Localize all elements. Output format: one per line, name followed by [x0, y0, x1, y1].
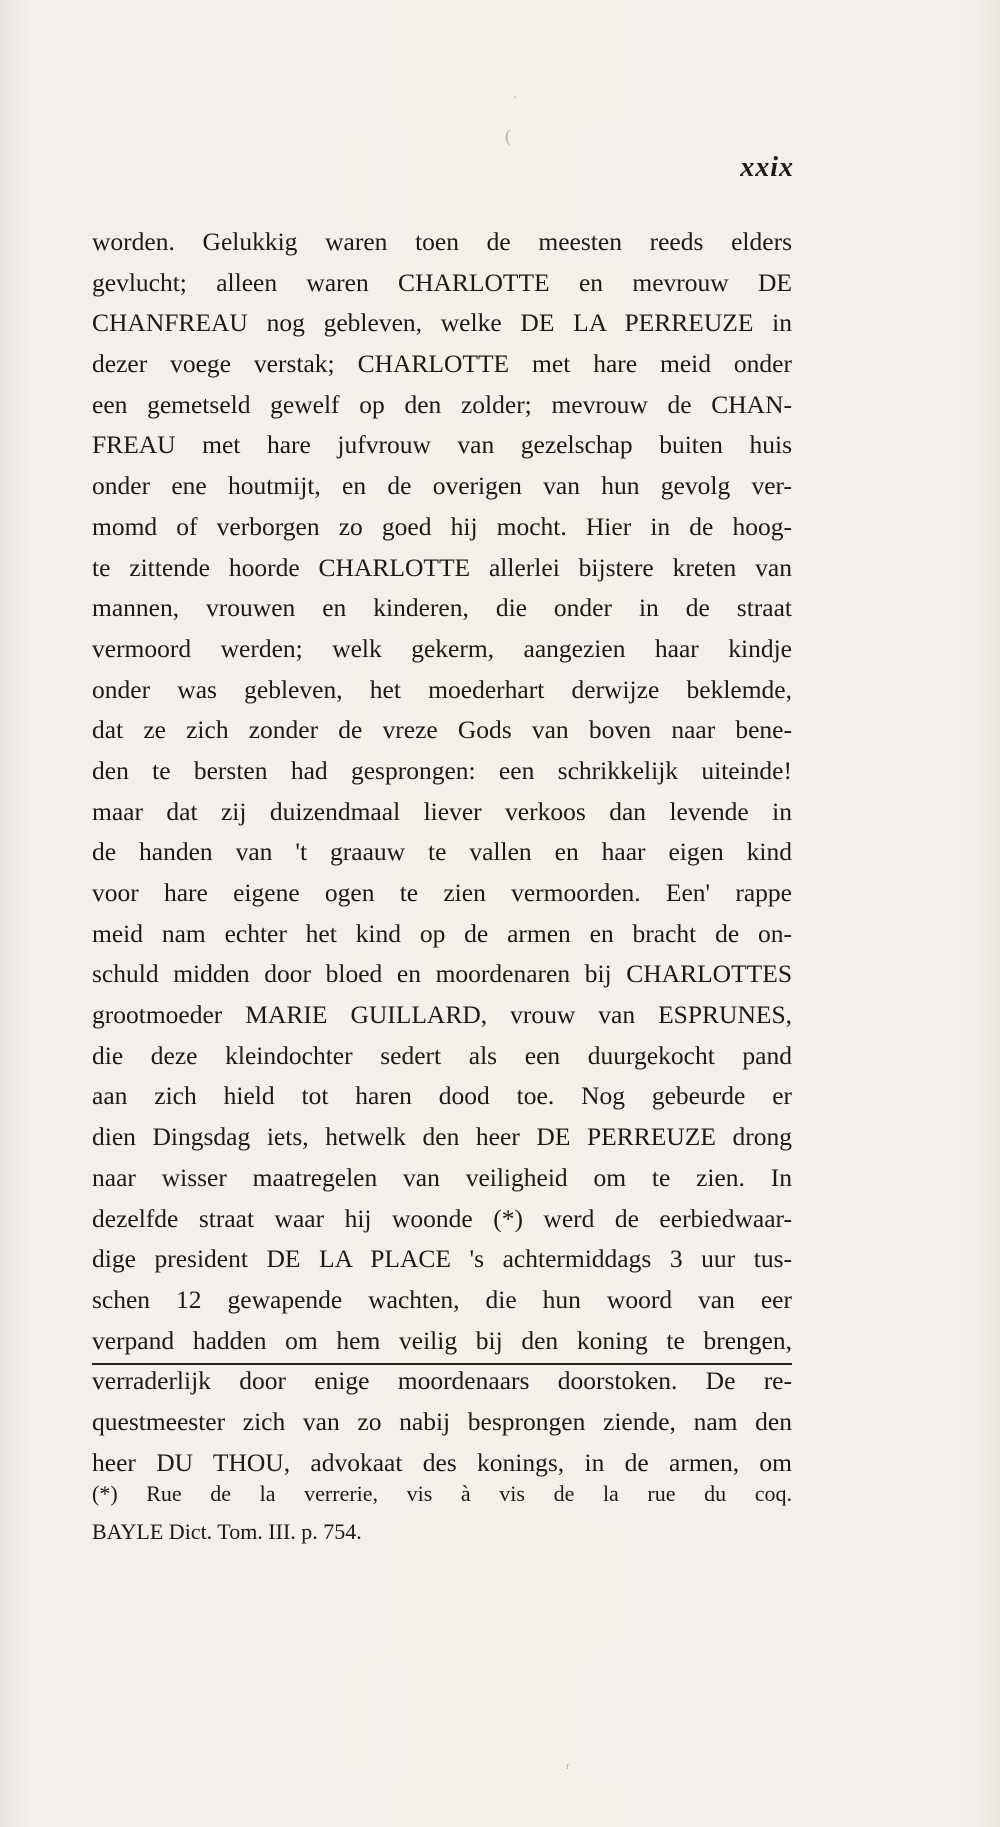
text-line: den te bersten had gesprongen: een schrikkelijk uiteinde!	[92, 755, 792, 785]
text-line: de handen van 't graauw te vallen en haar eigen kind	[92, 837, 792, 867]
text-line: aan zich hield tot haren dood toe. Nog gebeurde er	[92, 1081, 792, 1111]
text-line: onder was gebleven, het moederhart derwijze beklemde,	[92, 674, 792, 704]
text-line: dezelfde straat waar hij woonde (*) werd de eerbiedwaar-	[92, 1203, 792, 1233]
text-line: gevlucht; alleen waren CHARLOTTE en mevrouw DE	[92, 267, 792, 297]
text-line: meid nam echter het kind op de armen en bracht de on-	[92, 918, 792, 948]
text-line: schuld midden door bloed en moordenaren bij CHARLOTTES	[92, 959, 792, 989]
text-line: vermoord werden; welk gekerm, aangezien haar kindje	[92, 633, 792, 663]
text-line: die deze kleindochter sedert als een duurgekocht pand	[92, 1040, 792, 1070]
text-line: dezer voege verstak; CHARLOTTE met hare meid onder	[92, 349, 792, 379]
text-line: dien Dingsdag iets, hetwelk den heer DE PERREUZE drong	[92, 1122, 792, 1152]
text-line: verraderlijk door enige moordenaars doorstoken. De re-	[92, 1366, 792, 1396]
text-line: FREAU met hare jufvrouw van gezelschap buiten huis	[92, 430, 792, 460]
text-line: te zittende hoorde CHARLOTTE allerlei bijstere kreten van	[92, 552, 792, 582]
paper-speck: (	[505, 126, 511, 146]
text-line: dige president DE LA PLACE 's achtermiddags 3 uur tus-	[92, 1244, 792, 1274]
page-number: xxix	[740, 152, 794, 183]
body-text	[92, 222, 792, 1483]
footnotes	[92, 1475, 792, 1551]
text-line: CHANFREAU nog gebleven, welke DE LA PERREUZE in	[92, 308, 792, 338]
text-line: worden. Gelukkig waren toen de meesten reeds elders	[92, 227, 792, 256]
text-line: mannen, vrouwen en kinderen, die onder in de straat	[92, 593, 792, 623]
paper-speck: ʳ	[566, 1758, 570, 1778]
text-line: dat ze zich zonder de vreze Gods van boven naar bene-	[92, 715, 792, 745]
footnote-divider	[92, 1363, 792, 1365]
text-line: voor hare eigene ogen te zien vermoorden. Een' rappe	[92, 878, 792, 907]
text-line: maar dat zij duizendmaal liever verkoos dan levende in	[92, 796, 792, 826]
footnote-line: BAYLE Dict. Tom. III. p. 754.	[92, 1519, 362, 1544]
text-line: questmeester zich van zo nabij besprongen ziende, nam den	[92, 1406, 792, 1436]
text-line: schen 12 gewapende wachten, die hun woord van eer	[92, 1284, 792, 1314]
text-line: grootmoeder MARIE GUILLARD, vrouw van ESPRUNES,	[92, 1000, 792, 1030]
text-line: een gemetseld gewelf op den zolder; mevrouw de CHAN-	[92, 389, 792, 419]
text-line: onder ene houtmijt, en de overigen van hun gevolg ver-	[92, 471, 792, 501]
paper-speck: ˈ	[512, 92, 518, 112]
text-line: verpand hadden om hem veilig bij den koning te brengen,	[92, 1325, 792, 1355]
text-line: naar wisser maatregelen van veiligheid om te zien. In	[92, 1162, 792, 1192]
text-line: momd of verborgen zo goed hij mocht. Hier in de hoog-	[92, 511, 792, 541]
text-line: heer DU THOU, advokaat des konings, in de armen, om	[92, 1447, 792, 1477]
footnote-line: (*) Rue de la verrerie, vis à vis de la rue du coq.	[92, 1481, 792, 1506]
